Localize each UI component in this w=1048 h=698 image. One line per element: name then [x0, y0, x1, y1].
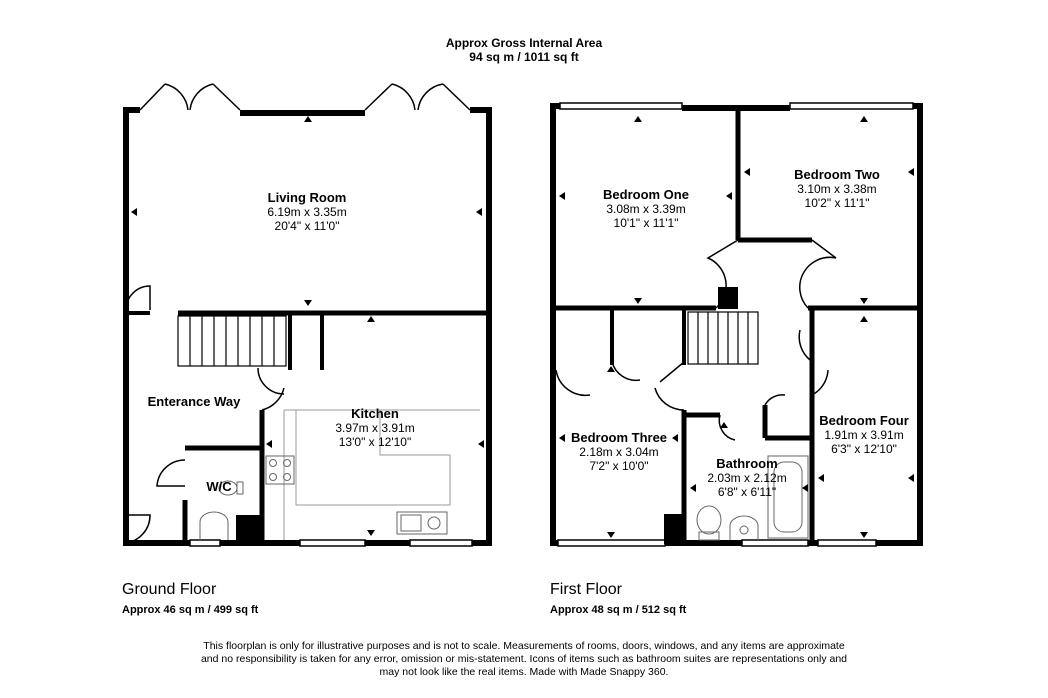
landing-doors — [556, 240, 836, 440]
room-dimensions-imperial: 10'2" x 11'1" — [804, 196, 870, 210]
room-name: Bedroom Three — [570, 430, 668, 445]
room-name: Enterance Way — [147, 394, 241, 409]
first-floor-area: Approx 48 sq m / 512 sq ft — [550, 604, 687, 616]
first-floor-title: First Floor — [550, 581, 622, 598]
gross-area-heading: Approx Gross Internal Area — [445, 36, 603, 50]
disclaimer-line: may not look like the real items. Made with Made Snappy 360. — [379, 666, 669, 678]
room-dimensions-imperial: 6'3" x 12'10" — [831, 442, 897, 456]
room-name: Bathroom — [716, 456, 778, 471]
room-name: Bedroom Two — [794, 167, 880, 182]
room-label-living-room — [267, 190, 346, 233]
french-door-right — [365, 84, 470, 110]
disclaimer-line: and no responsibility is taken for any error, omission or mis-statement. Icons of items such as bathroom suites are representations only and — [200, 653, 848, 665]
disclaimer — [160, 640, 888, 679]
room-label-wc — [206, 479, 231, 494]
room-label-bathroom — [707, 456, 786, 499]
room-label-bedroom-one — [603, 187, 689, 230]
room-dimensions-imperial: 10'1" x 11'1" — [613, 216, 679, 230]
room-name: Bedroom One — [603, 187, 689, 202]
room-label-bedroom-two — [794, 167, 880, 210]
room-dimensions-imperial: 20'4" x 11'0" — [274, 219, 340, 233]
room-dimensions-imperial: 6'8" x 6'11" — [717, 485, 777, 499]
room-name: W/C — [206, 479, 232, 494]
room-dimensions-imperial: 13'0" x 12'10" — [338, 435, 412, 449]
room-dimensions-imperial: 7'2" x 10'0" — [589, 459, 649, 473]
room-dimensions-metric: 3.08m x 3.39m — [606, 202, 686, 216]
room-dimensions-metric: 2.18m x 3.04m — [579, 445, 659, 459]
room-label-kitchen — [335, 406, 414, 449]
room-name: Living Room — [267, 190, 347, 205]
room-dimensions-metric: 3.97m x 3.91m — [335, 421, 415, 435]
room-name: Bedroom Four — [819, 413, 909, 428]
ground-floor-stairs — [178, 316, 286, 366]
ground-floor-area: Approx 46 sq m / 499 sq ft — [122, 604, 259, 616]
room-label-bedroom-four — [819, 413, 909, 456]
first-floor-stairs — [688, 312, 758, 364]
room-dimensions-metric: 1.91m x 3.91m — [824, 428, 904, 442]
ground-floor-title: Ground Floor — [122, 581, 217, 598]
room-label-bedroom-three — [571, 430, 667, 473]
gross-area-value: 94 sq m / 1011 sq ft — [469, 50, 579, 64]
room-dimensions-metric: 6.19m x 3.35m — [267, 205, 347, 219]
french-door-left — [140, 84, 240, 110]
room-dimensions-metric: 2.03m x 2.12m — [707, 471, 787, 485]
room-label-entrance-way — [148, 394, 241, 409]
wc-pillar — [236, 515, 260, 543]
room-name: Kitchen — [351, 406, 399, 421]
room-dimensions-metric: 3.10m x 3.38m — [797, 182, 877, 196]
disclaimer-line: This floorplan is only for illustrative purposes and is not to scale. Measurements of rooms, doors, windows, and any items are approximate — [203, 640, 845, 652]
